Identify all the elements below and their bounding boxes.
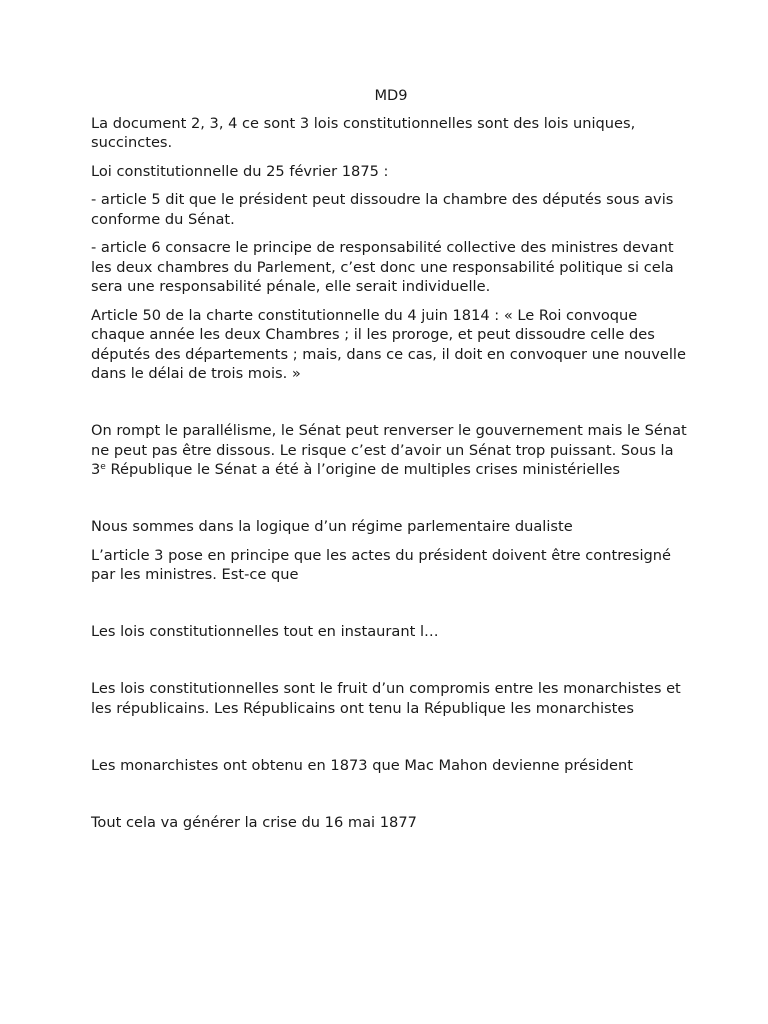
- paragraph: - article 6 consacre le principe de responsabilité collective des ministres devant les deux chambres du Parlement, c’est donc une responsabilité politique si cela sera une responsabilité pénale, elle serait individuelle.: [91, 239, 674, 295]
- superscript: e: [100, 462, 106, 472]
- blank-line: [91, 727, 691, 747]
- paragraph: La document 2, 3, 4 ce sont 3 lois constitutionnelles sont des lois uniques, succinctes.: [91, 114, 636, 151]
- paragraph-text: On rompt le parallélisme, le Sénat peut renverser le gouvernement mais le Sénat ne peut pas être dissous. Le risque c’est d’avoir un Sénat trop puissant.: [91, 422, 687, 459]
- paragraph: Tout cela va générer la crise du 16 mai 1877: [91, 813, 417, 831]
- paragraph: - article 5 dit que le président peut dissoudre la chambre des députés sous avis conforme du Sénat.: [91, 191, 674, 228]
- blank-line: [91, 393, 691, 413]
- paragraph: L’article 3 pose en principe que les actes du président doivent être contresigné par les ministres. Est-ce que: [91, 546, 672, 583]
- document-body: [91, 86, 691, 841]
- blank-line: [91, 594, 691, 614]
- paragraph: Loi constitutionnelle du 25 février 1875 :: [91, 162, 389, 180]
- paragraph: Article 50 de la charte constitutionnelle du 4 juin 1814 : « Le Roi convoque chaque année les deux Chambres ; il les proroge, et peut dissoudre celle des députés des départements ; mais, dans ce cas, il doit en convoquer une nouvelle dans le délai de trois mois. »: [91, 306, 686, 382]
- paragraph-text: République le Sénat a été à l’origine de multiples crises ministérielles: [105, 461, 620, 478]
- paragraph: Nous sommes dans la logique d’un régime parlementaire dualiste: [91, 518, 573, 535]
- paragraph: Les monarchistes ont obtenu en 1873 que Mac Mahon devienne président: [91, 756, 633, 774]
- document-title: MD9: [374, 87, 408, 104]
- blank-line: [91, 651, 691, 671]
- paragraph: Les lois constitutionnelles tout en instaurant l…: [91, 623, 439, 640]
- paragraph: Les lois constitutionnelles sont le fruit d’un compromis entre les monarchistes et les républicains. Les Républicains ont tenu la République les monarchistes: [91, 680, 681, 717]
- paragraph-text: Sous la 3: [91, 441, 674, 478]
- paragraph: [91, 421, 691, 480]
- blank-line: [91, 489, 691, 509]
- blank-line: [91, 784, 691, 804]
